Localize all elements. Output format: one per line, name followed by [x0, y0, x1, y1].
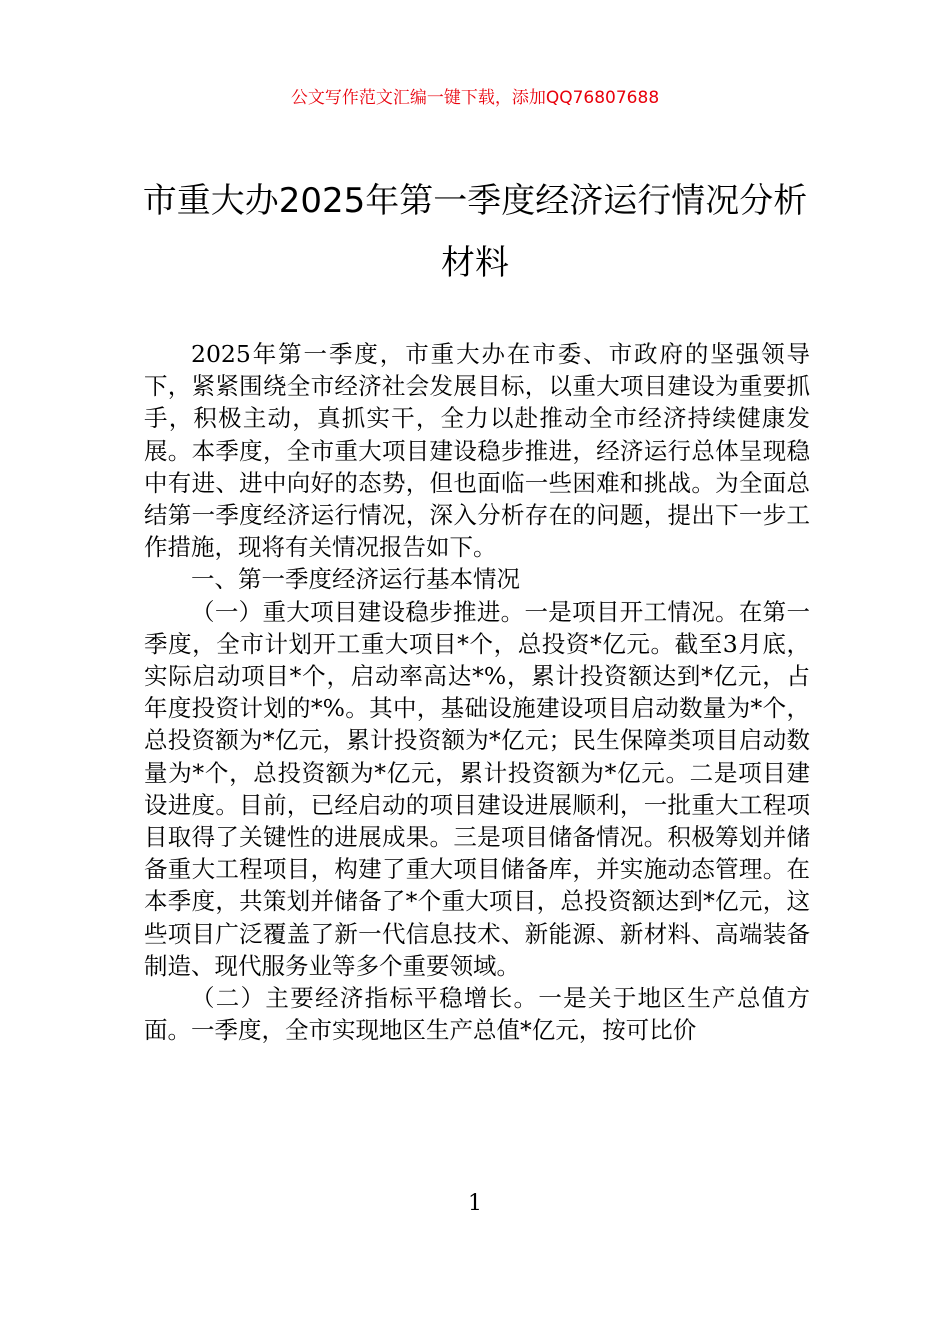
download-banner: 公文写作范文汇编一键下载，添加QQ76807688 [290, 88, 660, 108]
paragraph-indicators: （二）主要经济指标平稳增长。一是关于地区生产总值方面。一季度，全市实现地区生产总值*亿元，按可比价 [144, 984, 810, 1045]
paragraph-intro: 2025年第一季度，市重大办在市委、市政府的坚强领导下，紧紧围绕全市经济社会发展目标，以重大项目建设为重要抓手，积极主动，真抓实干，全力以赴推动全市经济持续健康发展。本季度，全市重大项目建设稳步推进，经济运行总体呈现稳中有进、进中向好的态势，但也面临一些困难和挑战。为全面总结第一季度经济运行情况，深入分析存在的问题，提出下一步工作措施，现将有关情况报告如下。 [144, 340, 810, 562]
heading-section-1: 一、第一季度经济运行基本情况 [191, 565, 520, 594]
document-title: 市重大办2025年第一季度经济运行情况分析材料 [142, 181, 808, 283]
paragraph-projects: （一）重大项目建设稳步推进。一是项目开工情况。在第一季度，全市计划开工重大项目*个，总投资*亿元。截至3月底，实际启动项目*个，启动率高达*%，累计投资额达到*亿元，占年度投资计划的*%。其中，基础设施建设项目启动数量为*个，总投资额为*亿元，累计投资额为*亿元；民生保障类项目启动数量为*个，总投资额为*亿元，累计投资额为*亿元。二是项目建设进度。目前，已经启动的项目建设进展顺利，一批重大工程项目取得了关键性的进展成果。三是项目储备情况。积极筹划并储备重大工程项目，构建了重大项目储备库，并实施动态管理。在本季度，共策划并储备了*个重大项目，总投资额达到*亿元，这些项目广泛覆盖了新一代信息技术、新能源、新材料、高端装备制造、现代服务业等多个重要领域。 [144, 597, 810, 980]
document-body [144, 338, 810, 1046]
page-number: 1 [468, 1191, 482, 1216]
